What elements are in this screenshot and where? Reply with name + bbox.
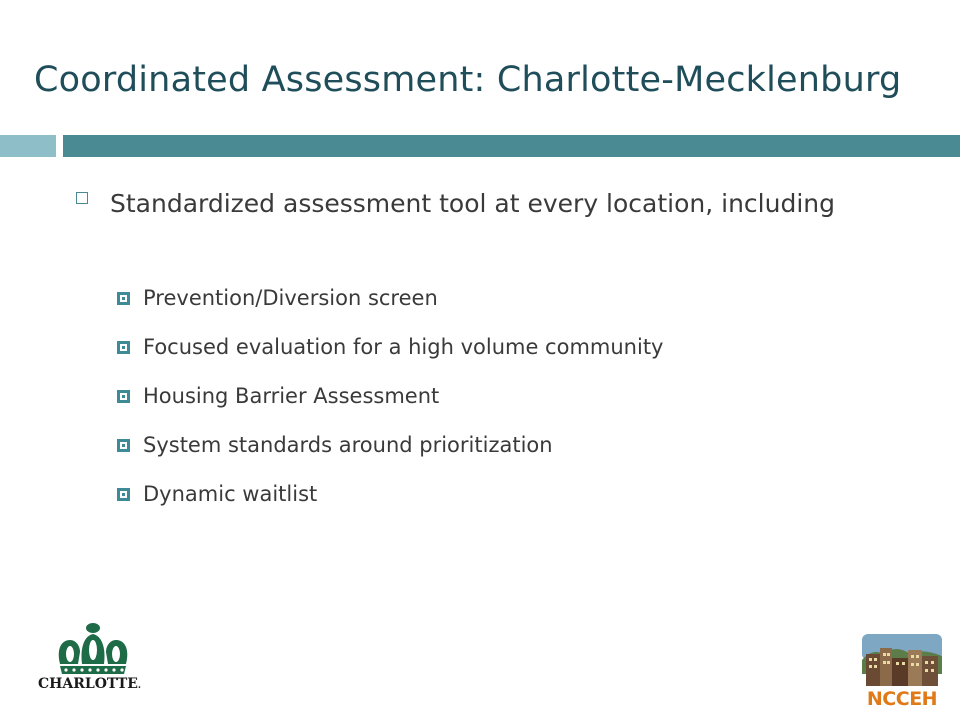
sub-bullet <box>117 283 897 313</box>
sub-bullet-text: Focused evaluation for a high volume community <box>143 335 664 359</box>
sub-bullet-text: Prevention/Diversion screen <box>143 286 438 310</box>
square-bullet-icon <box>117 439 130 452</box>
square-bullet-icon <box>117 488 130 501</box>
square-bullet-icon <box>117 341 130 354</box>
ncceh-wordmark: NCCEH <box>866 688 938 710</box>
hollow-square-bullet-icon <box>76 192 88 204</box>
main-bullet-text: Standardized assessment tool at every location, including <box>110 189 835 218</box>
sub-bullet <box>117 332 897 362</box>
charlotte-wordmark: CHARLOTTE. <box>38 676 142 692</box>
sub-bullet <box>117 381 897 411</box>
square-bullet-icon <box>117 292 130 305</box>
charlotte-logo <box>38 622 148 700</box>
slide-title: Coordinated Assessment: Charlotte-Mecklenburg <box>34 60 902 100</box>
sub-bullet <box>117 430 897 460</box>
ncceh-logo <box>862 634 942 714</box>
sub-bullet <box>117 479 897 509</box>
crown-icon <box>38 622 148 676</box>
square-bullet-icon <box>117 390 130 403</box>
sub-bullet-text: Dynamic waitlist <box>143 482 318 506</box>
sub-bullet-text: System standards around prioritization <box>143 433 553 457</box>
sub-bullet-text: Housing Barrier Assessment <box>143 384 440 408</box>
